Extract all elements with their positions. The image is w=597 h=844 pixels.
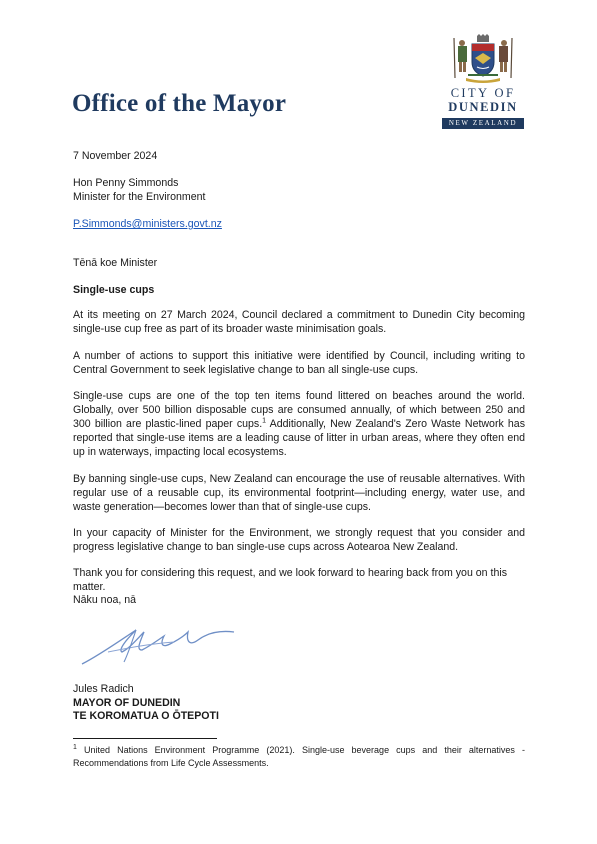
logo-city-of: CITY OF xyxy=(450,86,516,100)
closing: Nāku noa, nā xyxy=(73,594,137,606)
signer-name: Jules Radich xyxy=(73,683,134,695)
letter-subject: Single-use cups xyxy=(73,284,155,296)
paragraph-2: A number of actions to support this initiative were identified by Council, including writing to Central Government to seek legislative change to ban all single-use cups. xyxy=(73,350,525,376)
signer-block xyxy=(73,683,219,724)
city-logo xyxy=(440,34,526,130)
recipient-title: Minister for the Environment xyxy=(73,191,206,203)
salutation: Tēnā koe Minister xyxy=(73,257,158,269)
logo-country: NEW ZEALAND xyxy=(442,118,524,129)
paragraph-6: Thank you for considering this request, and we look forward to hearing back from you on this matter. xyxy=(73,567,507,593)
office-title: Office of the Mayor xyxy=(72,90,287,117)
paragraph-5: In your capacity of Minister for the Environment, we strongly request that you consider and progress legislative change to ban single-use cups across Aotearoa New Zealand. xyxy=(73,527,525,553)
signer-title-maori: TE KOROMATUA O ŌTEPOTI xyxy=(73,710,219,722)
signer-title: MAYOR OF DUNEDIN xyxy=(73,696,181,709)
paragraph-3 xyxy=(73,389,525,459)
footnote-divider xyxy=(73,738,217,739)
paragraph-3-part-1: Single-use cups are one of the top ten items found littered on beaches around the world. Globally, over 500 billion disposable cups are consumed annually, of which between 250 and 300 billion are plastic-lined paper cups. xyxy=(73,390,525,430)
letter-date: 7 November 2024 xyxy=(73,150,158,162)
recipient-block xyxy=(73,176,525,204)
city-crest-icon xyxy=(448,34,518,84)
footnote-marker: 1 xyxy=(73,744,77,751)
footnote-text: United Nations Environment Programme (2021). Single-use beverage cups and their alternatives - Recommendations from Life Cycle Assessments. xyxy=(73,745,525,768)
logo-city-name: DUNEDIN xyxy=(448,100,518,114)
handwritten-signature xyxy=(78,622,238,668)
recipient-email-link[interactable]: P.Simmonds@ministers.govt.nz xyxy=(73,218,222,230)
recipient-name: Hon Penny Simmonds xyxy=(73,177,179,189)
footnote xyxy=(73,744,525,769)
paragraph-3-part-2: Additionally, New Zealand's Zero Waste Network has reported that single-use items are a leading cause of litter in urban areas, where they often end up in waterways, impacting local ecosystems. xyxy=(73,418,525,458)
footnote-reference: 1 xyxy=(262,417,267,425)
paragraph-1: At its meeting on 27 March 2024, Council declared a commitment to Dunedin City becoming single-use cup free as part of its broader waste minimisation goals. xyxy=(73,309,525,335)
paragraph-4: By banning single-use cups, New Zealand can encourage the use of reusable alternatives. With regular use of a reusable cup, its environmental footprint—including energy, water use, and waste generation—becomes lower than that of single-use cups. xyxy=(73,473,525,513)
